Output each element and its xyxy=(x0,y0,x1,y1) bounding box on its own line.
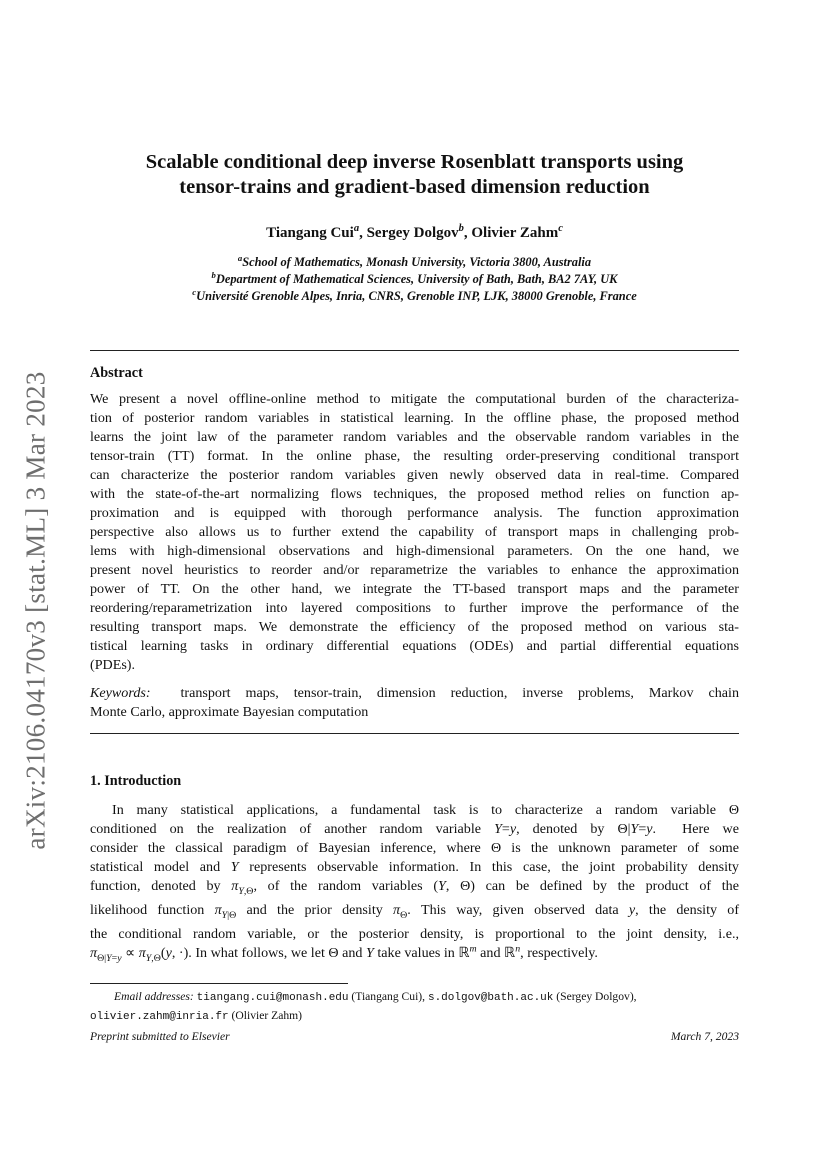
intro-line: statistical model and Y represents observable information. In this case, the joint probability density xyxy=(90,859,739,875)
intro-line: In many statistical applications, a fundamental task is to characterize a random variable Θ xyxy=(112,802,739,818)
intro-line: $\pi_{\Theta|Y=y} \propto \pi_{Y,\Theta}(y$, ·). In what follows, we let Θ and Y take values in ℝ$^m$ and ℝ$^n$, respectively. xyxy=(90,942,598,964)
keywords xyxy=(90,684,739,722)
section-heading-introduction: 1. Introduction xyxy=(90,773,182,789)
affiliation-item xyxy=(90,288,739,305)
abstract-line: tistical learning tasks in ordinary differential equations (ODEs) and partial differential equations xyxy=(90,638,739,654)
abstract-line: with the state-of-the-art normalizing flows techniques, the proposed method relies on function ap- xyxy=(90,486,739,502)
paper-title xyxy=(90,150,739,200)
author-mark: b xyxy=(458,223,464,234)
abstract-line: reordering/reparametrization into layered compositions to further improve the performance of the xyxy=(90,600,739,616)
footnote-emails xyxy=(90,988,739,1026)
author-mark: a xyxy=(353,223,360,234)
keywords-text: transport maps, tensor-train, dimension reduction, inverse problems, Markov chain xyxy=(180,685,739,701)
affiliation-text: Université Grenoble Alpes, Inria, CNRS, Grenoble INP, LJK, 38000 Grenoble, France xyxy=(196,289,637,303)
abstract-line: learns the joint law of the parameter random variables and the observable random variables in the xyxy=(90,429,739,445)
footnote-rule xyxy=(90,983,348,984)
affiliation-list xyxy=(90,254,739,305)
preprint-note: Preprint submitted to Elsevier xyxy=(90,1030,230,1043)
title-line-2: tensor-trains and gradient-based dimension reduction xyxy=(179,176,650,198)
abstract-line: tensor-train (TT) format. In the online phase, the resulting order-preserving conditional transport xyxy=(90,448,739,464)
abstract-heading: Abstract xyxy=(90,365,143,381)
intro-line: conditioned on the realization of another random variable Y=y, denoted by Θ|Y=y. Here we xyxy=(90,821,739,837)
abstract-line: can characterize the posterior random variables given newly observed data in real-time. Compared xyxy=(90,467,739,483)
affiliation-item xyxy=(90,271,739,288)
keywords-line: Monte Carlo, approximate Bayesian computation xyxy=(90,704,369,720)
author-list: Tiangang Cui$^a$, Sergey Dolgov$^b$, Olivier Zahm$^c$ xyxy=(266,223,563,241)
intro-line: the conditional random variable, or the posterior density, is proportional to the joint density, i.e., xyxy=(90,925,739,942)
affiliation-mark: c xyxy=(192,286,197,297)
abstract-line: We present a novel offline-online method to mitigate the computational burden of the characteriza- xyxy=(90,391,739,407)
email-owner: (Sergey Dolgov), xyxy=(556,990,637,1003)
affiliation-text: School of Mathematics, Monash University, Victoria 3800, Australia xyxy=(242,255,592,269)
abstract-top-rule xyxy=(90,350,739,351)
footnote-line xyxy=(90,988,739,1007)
date-note: March 7, 2023 xyxy=(670,1030,739,1043)
introduction-body xyxy=(90,801,739,967)
abstract-line: (PDEs). xyxy=(90,657,136,673)
footnote-label: Email addresses: xyxy=(114,990,194,1003)
email-link[interactable]: olivier.zahm@inria.fr xyxy=(90,1011,229,1023)
email-owner: (Olivier Zahm) xyxy=(231,1009,303,1022)
affiliation-mark: a xyxy=(237,252,243,263)
abstract-line: perspective also allows us to further extend the capability of transport maps in challenging prob- xyxy=(90,524,739,540)
keywords-label: Keywords: xyxy=(90,685,151,701)
author-mark: c xyxy=(558,223,563,234)
intro-line: function, denoted by $\pi_{Y,\Theta}$, of the random variables (Y, Θ) can be defined by the product of the xyxy=(90,878,739,897)
abstract-line: power of TT. On the other hand, we integrate the TT-based transport maps and the parameter xyxy=(90,581,739,597)
abstract-line: tion of posterior random variables in statistical learning. In the offline phase, the proposed method xyxy=(90,410,739,426)
email-owner: (Tiangang Cui), xyxy=(351,990,426,1003)
author-name: Olivier Zahm xyxy=(471,225,559,241)
abstract-bottom-rule xyxy=(90,733,739,734)
affiliation-item xyxy=(90,254,739,271)
intro-line: consider the classical paradigm of Bayesian inference, where Θ is the unknown parameter of some xyxy=(90,840,739,856)
affiliation-text: Department of Mathematical Sciences, University of Bath, Bath, BA2 7AY, UK xyxy=(215,272,618,286)
author-name: Sergey Dolgov xyxy=(366,225,459,241)
abstract-line: lems with high-dimensional observations and high-dimensional parameters. On the one hand, we xyxy=(90,543,739,559)
intro-line: likelihood function $\pi_{Y|\Theta}$ and the prior density $\pi_\Theta$. This way, given observed data y, the density of xyxy=(90,901,740,921)
footnote-line xyxy=(90,1007,739,1026)
abstract-line: present novel heuristics to reorder and/or reparametrize the variables to enhance the approximation xyxy=(90,562,739,578)
arxiv-id-text: arXiv:2106.04170v3 [stat.ML] 3 Mar 2023 xyxy=(20,370,51,850)
email-link[interactable]: tiangang.cui@monash.edu xyxy=(196,992,349,1004)
abstract-line: proximation and is equipped with thorough performance analysis. The function approximation xyxy=(90,505,739,521)
email-link[interactable]: s.dolgov@bath.ac.uk xyxy=(427,992,554,1004)
arxiv-side-identifier xyxy=(14,360,58,860)
keywords-line xyxy=(90,684,739,703)
affiliation-mark: b xyxy=(211,269,216,280)
author-name: Tiangang Cui xyxy=(266,225,354,241)
abstract-line: resulting transport maps. We demonstrate the efficiency of the proposed method on various sta- xyxy=(90,619,739,635)
title-line-1: Scalable conditional deep inverse Rosenblatt transports using xyxy=(145,151,684,173)
abstract-body xyxy=(90,390,739,675)
